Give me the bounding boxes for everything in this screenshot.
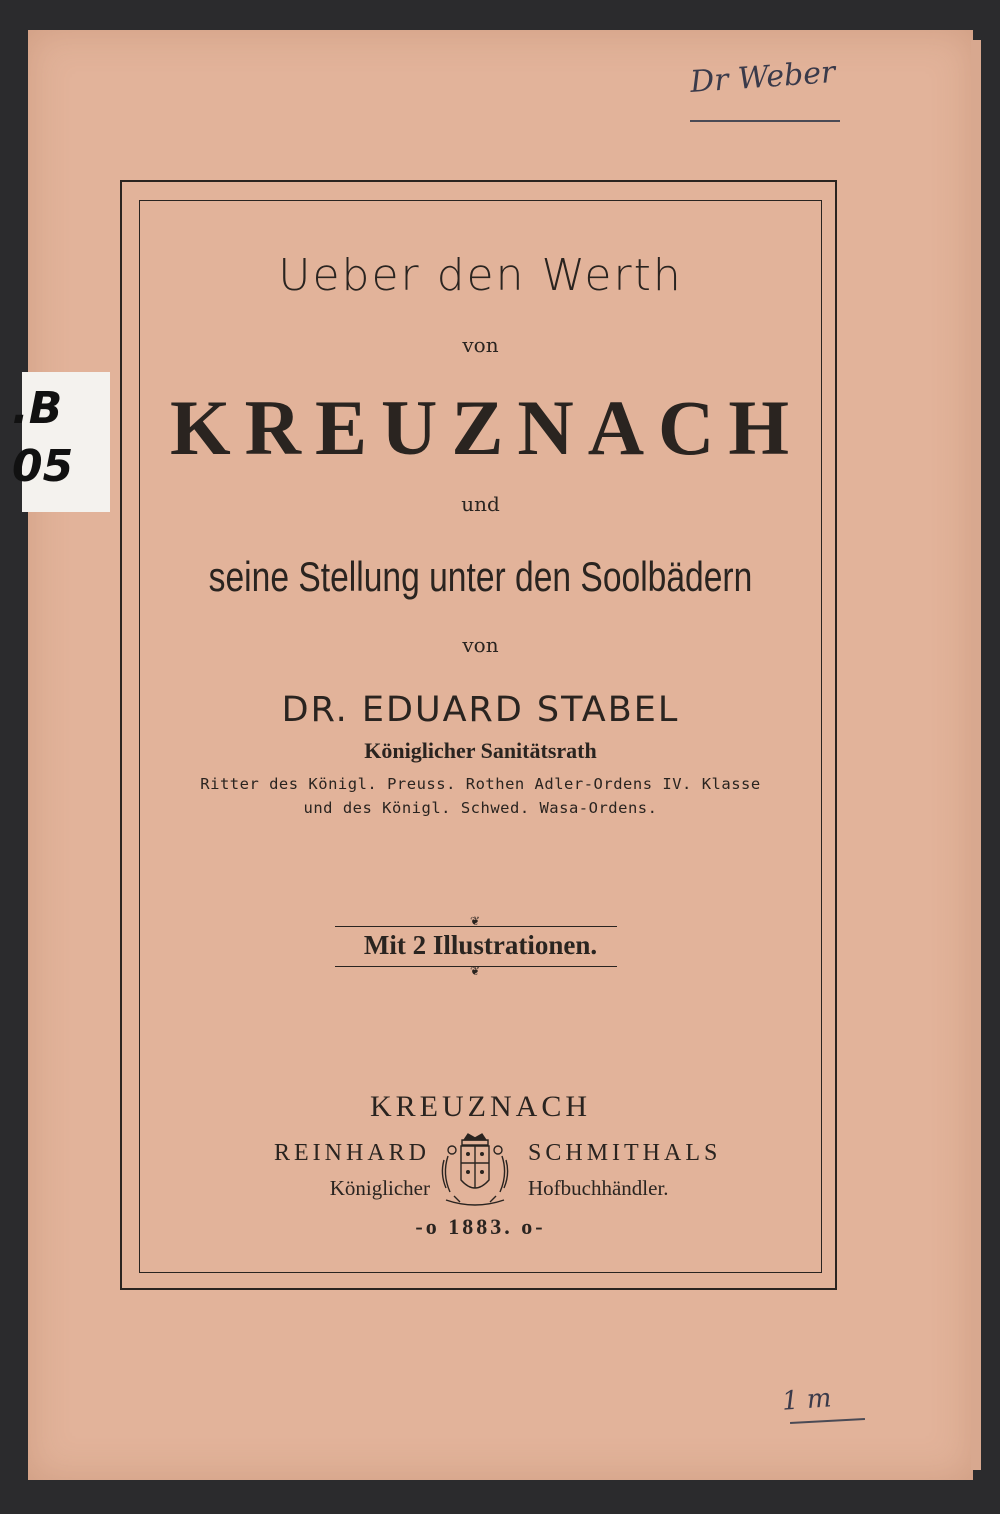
title-main: KREUZNACH <box>170 384 804 471</box>
shelf-label <box>12 372 110 512</box>
publisher-title-left: Königlicher <box>329 1176 430 1200</box>
handwritten-note-bottom: 1 m <box>781 1383 833 1417</box>
title-subtitle: seine Stellung unter den Soolbädern <box>208 553 753 600</box>
publisher-title-right: Hofbuchhändler. <box>528 1176 669 1200</box>
shelf-label-line2: 05 <box>12 441 74 492</box>
publisher-last-name: SCHMITHALS <box>528 1140 722 1166</box>
title-und: und <box>461 492 500 516</box>
author-orders-line2: und des Königl. Schwed. Wasa-Ordens. <box>303 799 658 817</box>
title-von: von <box>462 333 499 357</box>
illustrations-note: Mit 2 Illustrationen. <box>363 930 598 960</box>
imprint-city: KREUZNACH <box>370 1090 591 1123</box>
publisher-first-name: REINHARD <box>274 1140 430 1166</box>
title-line1: Ueber den Werth <box>278 250 683 301</box>
handwritten-underline <box>690 120 840 122</box>
royal-crest-icon <box>434 1130 516 1216</box>
author-orders-line1: Ritter des Königl. Preuss. Rothen Adler-Ordens IV. Klasse <box>200 775 761 793</box>
author-von: von <box>462 633 499 657</box>
author-name: DR. EDUARD STABEL <box>281 690 680 730</box>
shelf-label-line1: .B <box>12 383 63 434</box>
ornament-top-icon: ❦ <box>469 914 481 928</box>
author-rank: Königlicher Sanitätsrath <box>364 738 597 763</box>
imprint-year: -o 1883. o- <box>415 1214 546 1239</box>
handwritten-note-top: Dr Weber <box>688 54 837 101</box>
ornament-bottom-icon: ❦ <box>469 964 481 978</box>
